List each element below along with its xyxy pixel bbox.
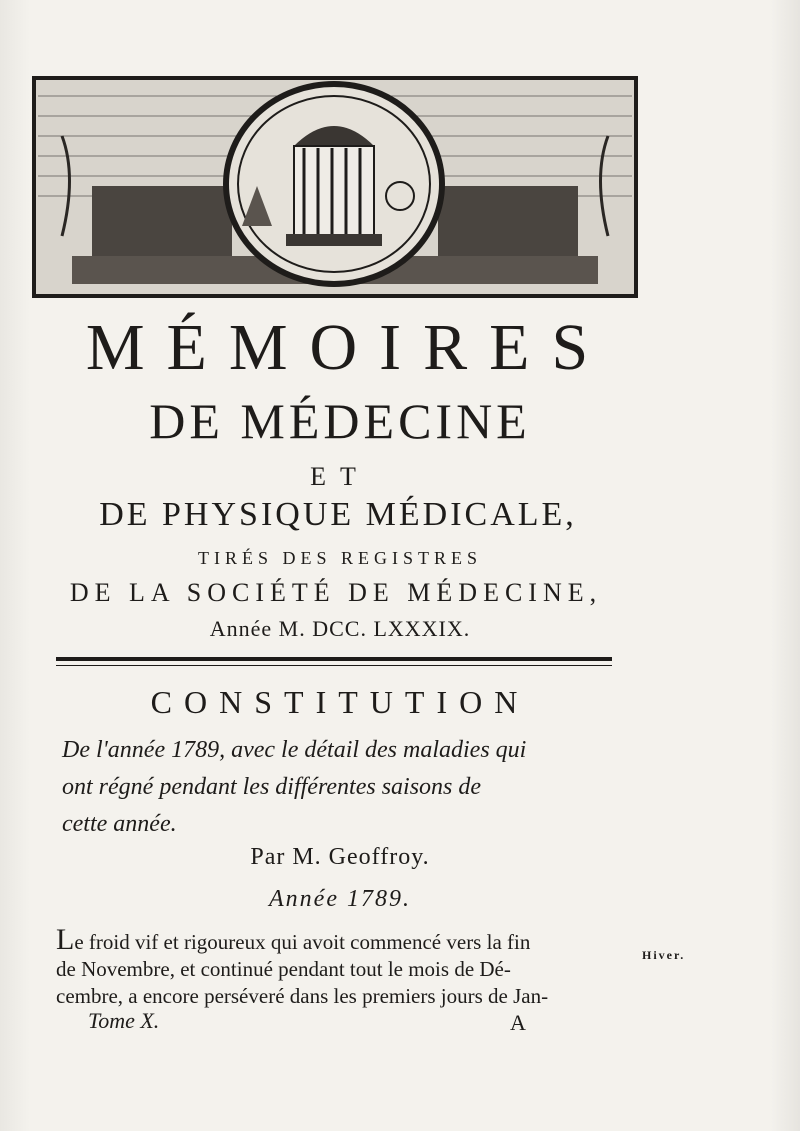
subtitle-line: ont régné pendant les différentes saisons de xyxy=(62,774,482,800)
title-tires-des-registres: TIRÉS DES REGISTRES xyxy=(197,548,483,568)
subtitle-line: De l'année 1789, avec le détail des maladies qui xyxy=(62,737,527,763)
engraved-headpiece-image xyxy=(32,76,638,298)
divider-thick xyxy=(56,657,612,661)
body-paragraph xyxy=(56,923,616,1010)
author-byline: Par M. Geoffroy. xyxy=(250,844,430,870)
body-line: Le froid vif et rigoureux qui avoit commencé vers la fin xyxy=(56,923,531,956)
section-subtitle xyxy=(62,732,622,843)
title-annee: Année M. DCC. LXXXIX. xyxy=(209,616,471,641)
footer-signature: A xyxy=(510,1010,526,1035)
body-line: cembre, a encore perséveré dans les premiers jours de Jan- xyxy=(56,984,549,1008)
year-heading: Année 1789. xyxy=(269,886,411,912)
title-memoires: MÉMOIRES xyxy=(85,311,611,384)
divider-thin xyxy=(56,665,612,666)
title-physique-medicale: DE PHYSIQUE MÉDICALE, xyxy=(99,496,577,533)
title-societe-de-medecine: DE LA SOCIÉTÉ DE MÉDECINE, xyxy=(69,578,603,607)
subtitle-line: cette année. xyxy=(62,811,177,837)
title-et: ET xyxy=(310,462,370,491)
margin-note-hiver: Hiver. xyxy=(642,948,686,962)
title-de-medecine: DE MÉDECINE xyxy=(149,393,531,449)
body-line: de Novembre, et continué pendant tout le mois de Dé- xyxy=(56,957,511,981)
section-heading: CONSTITUTION xyxy=(150,684,530,720)
footer-volume: Tome X. xyxy=(88,1008,160,1033)
drop-cap: L xyxy=(56,923,75,956)
